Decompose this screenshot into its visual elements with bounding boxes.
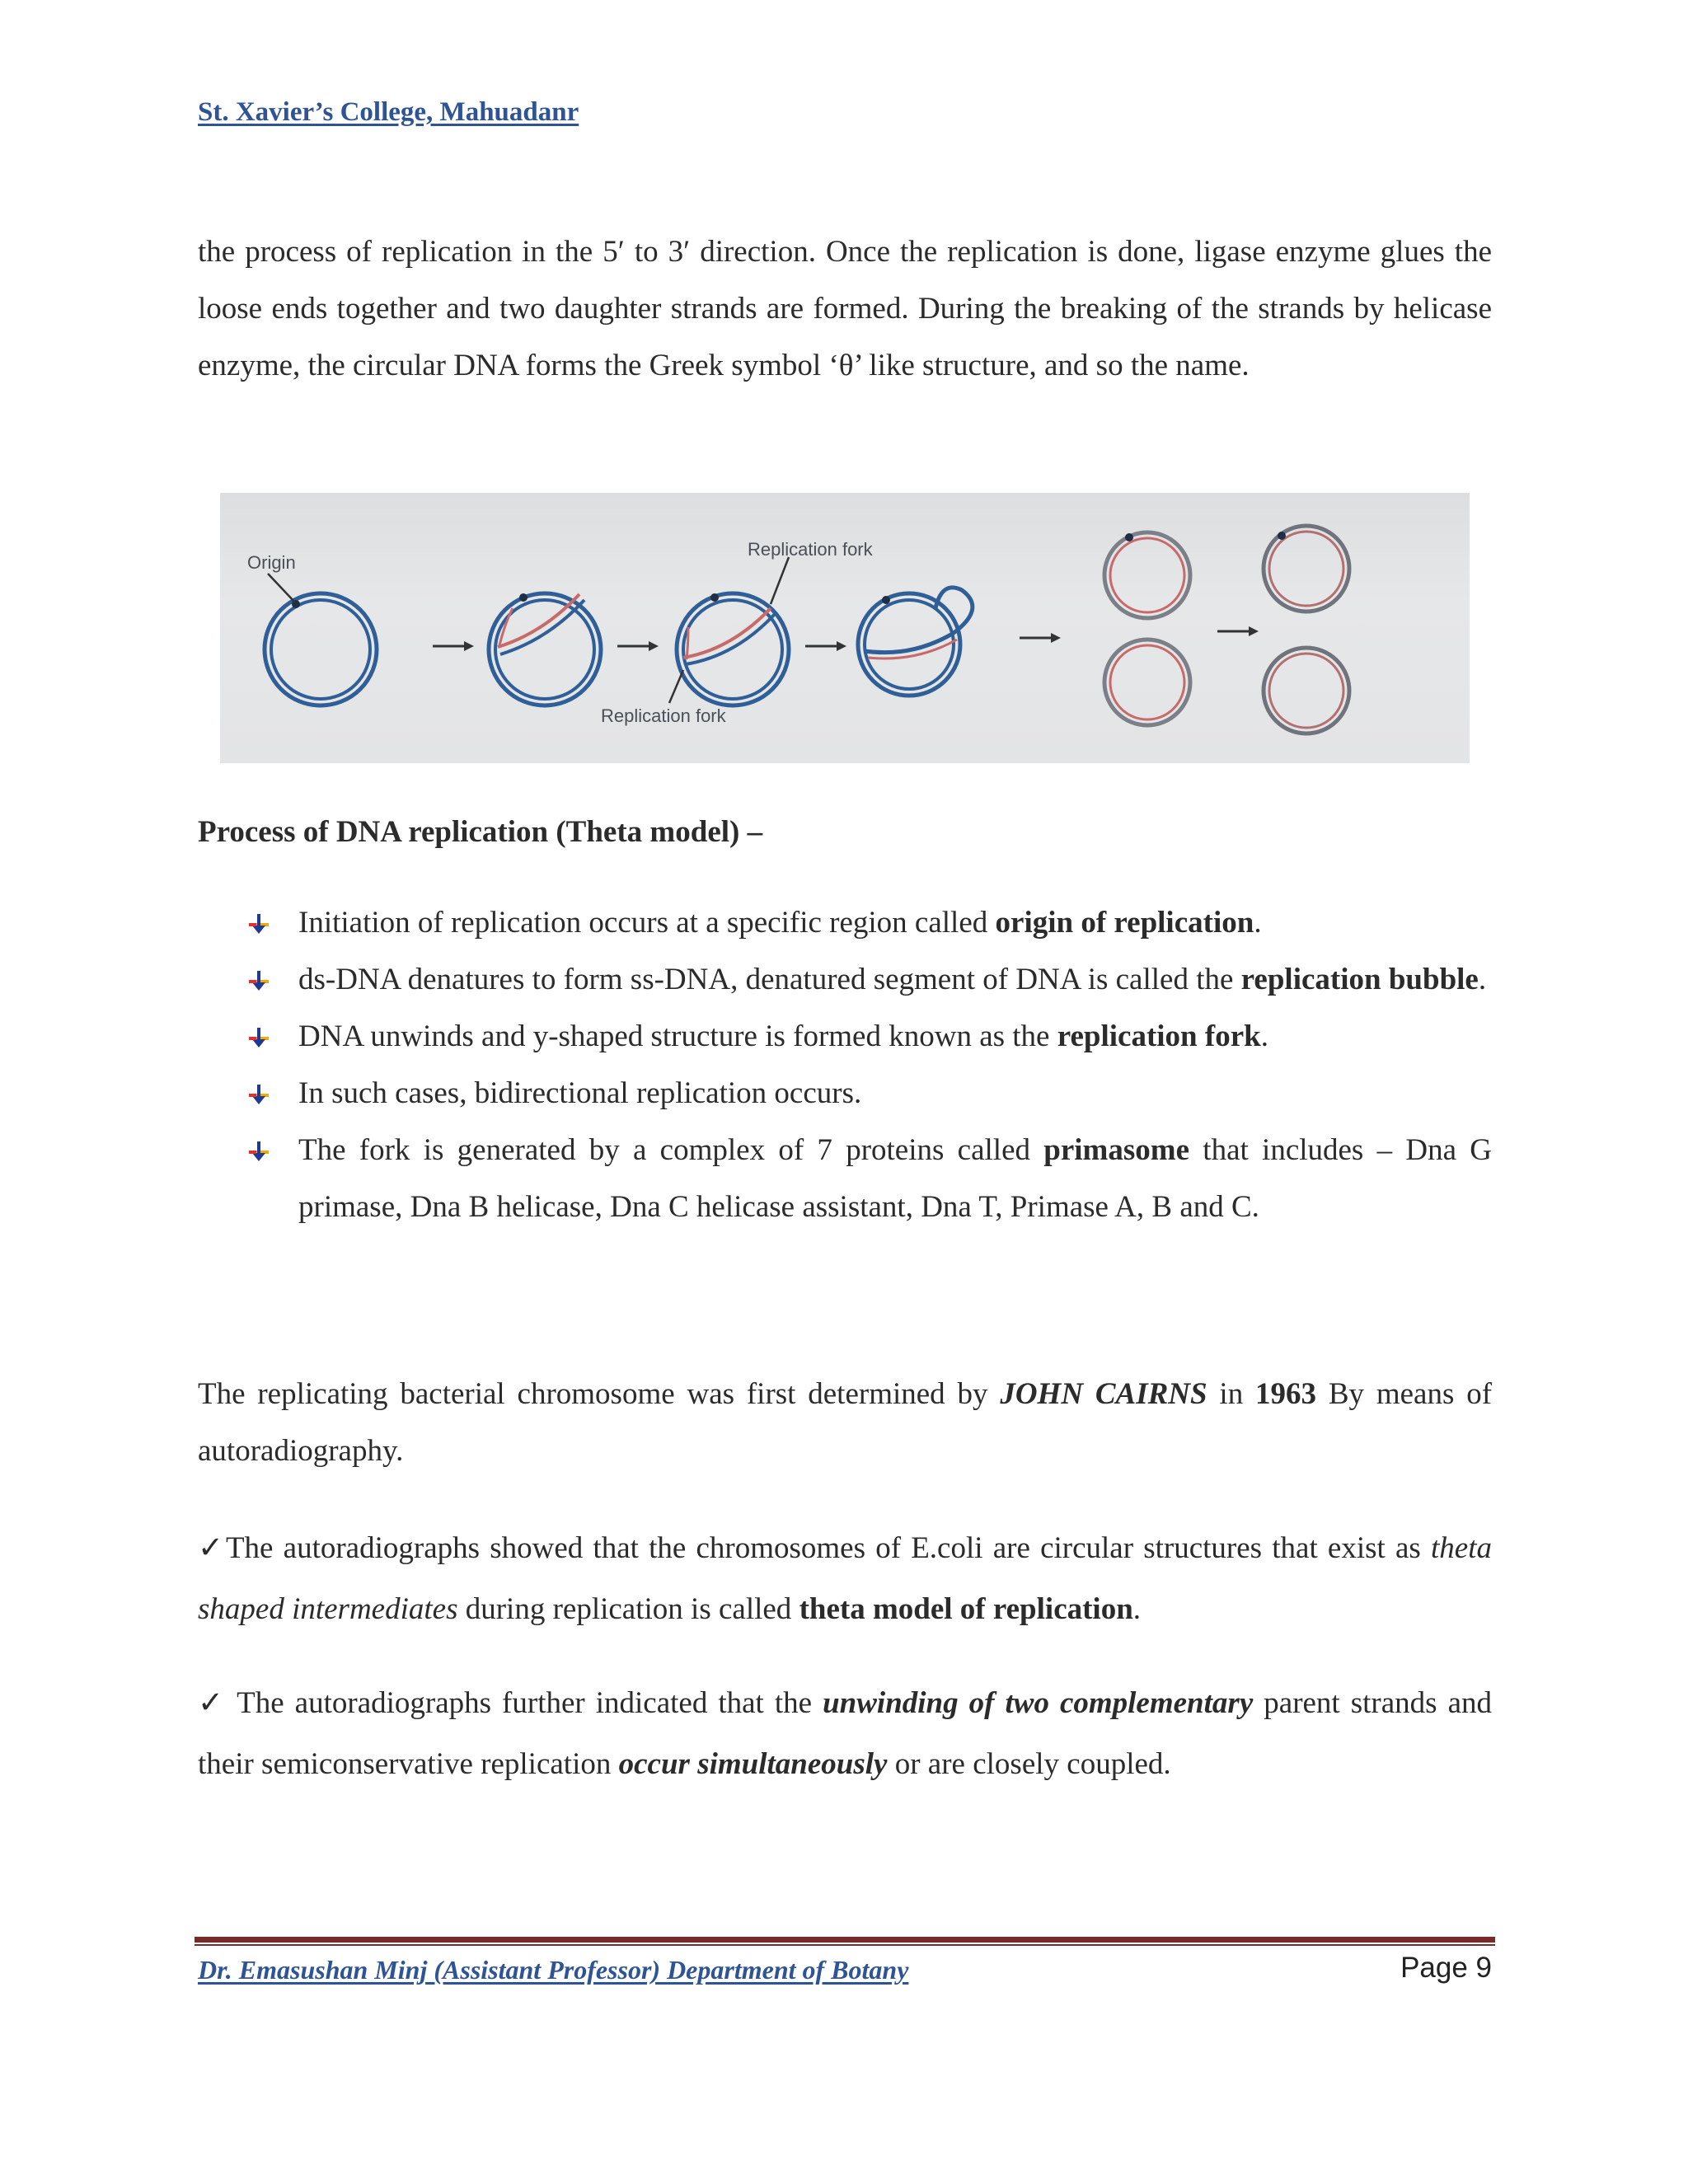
- footer-divider: [195, 1937, 1495, 1945]
- autoradiograph-paragraph-1: ✓The autoradiographs showed that the chromosomes of E.coli are circular structures that exist as theta shaped intermediates during replication is called theta model of replication.: [198, 1531, 1492, 1626]
- cairns-paragraph: The replicating bacterial chromosome was first determined by JOHN CAIRNS in 1963 By means of autoradiography.: [198, 1377, 1493, 1468]
- autoradiograph-paragraph-2: ✓ The autoradiographs further indicated that the unwinding of two complementary parent strands and their semiconservative replication occur simultaneously or are closely coupled.: [198, 1686, 1492, 1781]
- stage-5-figure-eight: [1104, 532, 1190, 725]
- arrow-down-bullet-icon: [249, 1141, 269, 1161]
- list-item: In such cases, bidirectional replication occurs.: [198, 1065, 1492, 1122]
- section-heading: Process of DNA replication (Theta model) –: [198, 815, 763, 849]
- intro-paragraph: the process of replication in the 5′ to 3′ direction. Once the replication is done, ligase enzyme glues the loose ends together and two daughter strands are formed. During the breaking of the strands by helicase enzyme, the circular DNA forms the Greek symbol ‘θ’ like structure, and so the name.: [198, 235, 1492, 382]
- footer-author: Dr. Emasushan Minj (Assistant Professor) Department of Botany: [198, 1955, 909, 1985]
- replication-fork-bottom-label: Replication fork: [601, 705, 726, 726]
- list-item: The fork is generated by a complex of 7 proteins called primasome that includes – Dna G primase, Dna B helicase, Dna C helicase assistant, Dna T, Primase A, B and C.: [198, 1122, 1492, 1235]
- cairns-name: JOHN CAIRNS: [1000, 1377, 1207, 1411]
- arrow-down-bullet-icon: [249, 1028, 269, 1047]
- list-item: ds-DNA denatures to form ss-DNA, denatured segment of DNA is called the replication bubble.: [198, 951, 1492, 1008]
- list-item: Initiation of replication occurs at a specific region called origin of replication.: [198, 894, 1492, 951]
- replication-fork-top-label: Replication fork: [748, 539, 873, 560]
- college-header: St. Xavier’s College, Mahuadanr: [198, 97, 579, 127]
- arrow-down-bullet-icon: [249, 914, 269, 934]
- theta-replication-figure: [220, 493, 1470, 763]
- arrow-down-bullet-icon: [249, 971, 269, 991]
- arrow-down-bullet-icon: [249, 1085, 269, 1104]
- check-icon: ✓: [198, 1686, 227, 1720]
- check-icon: ✓: [198, 1531, 226, 1565]
- list-item: DNA unwinds and y-shaped structure is formed known as the replication fork.: [198, 1008, 1492, 1065]
- stage-1-circle: [247, 552, 377, 705]
- replication-steps-list: [198, 894, 1492, 1235]
- stage-3-fork: [601, 539, 874, 726]
- stage-4-theta: [858, 588, 973, 696]
- stage-2-bubble: [489, 593, 601, 705]
- stage-6-daughter-circles: [1264, 526, 1349, 733]
- cairns-year: 1963: [1255, 1377, 1317, 1411]
- origin-label: Origin: [247, 552, 296, 573]
- page-number: Page 9: [1400, 1952, 1492, 1984]
